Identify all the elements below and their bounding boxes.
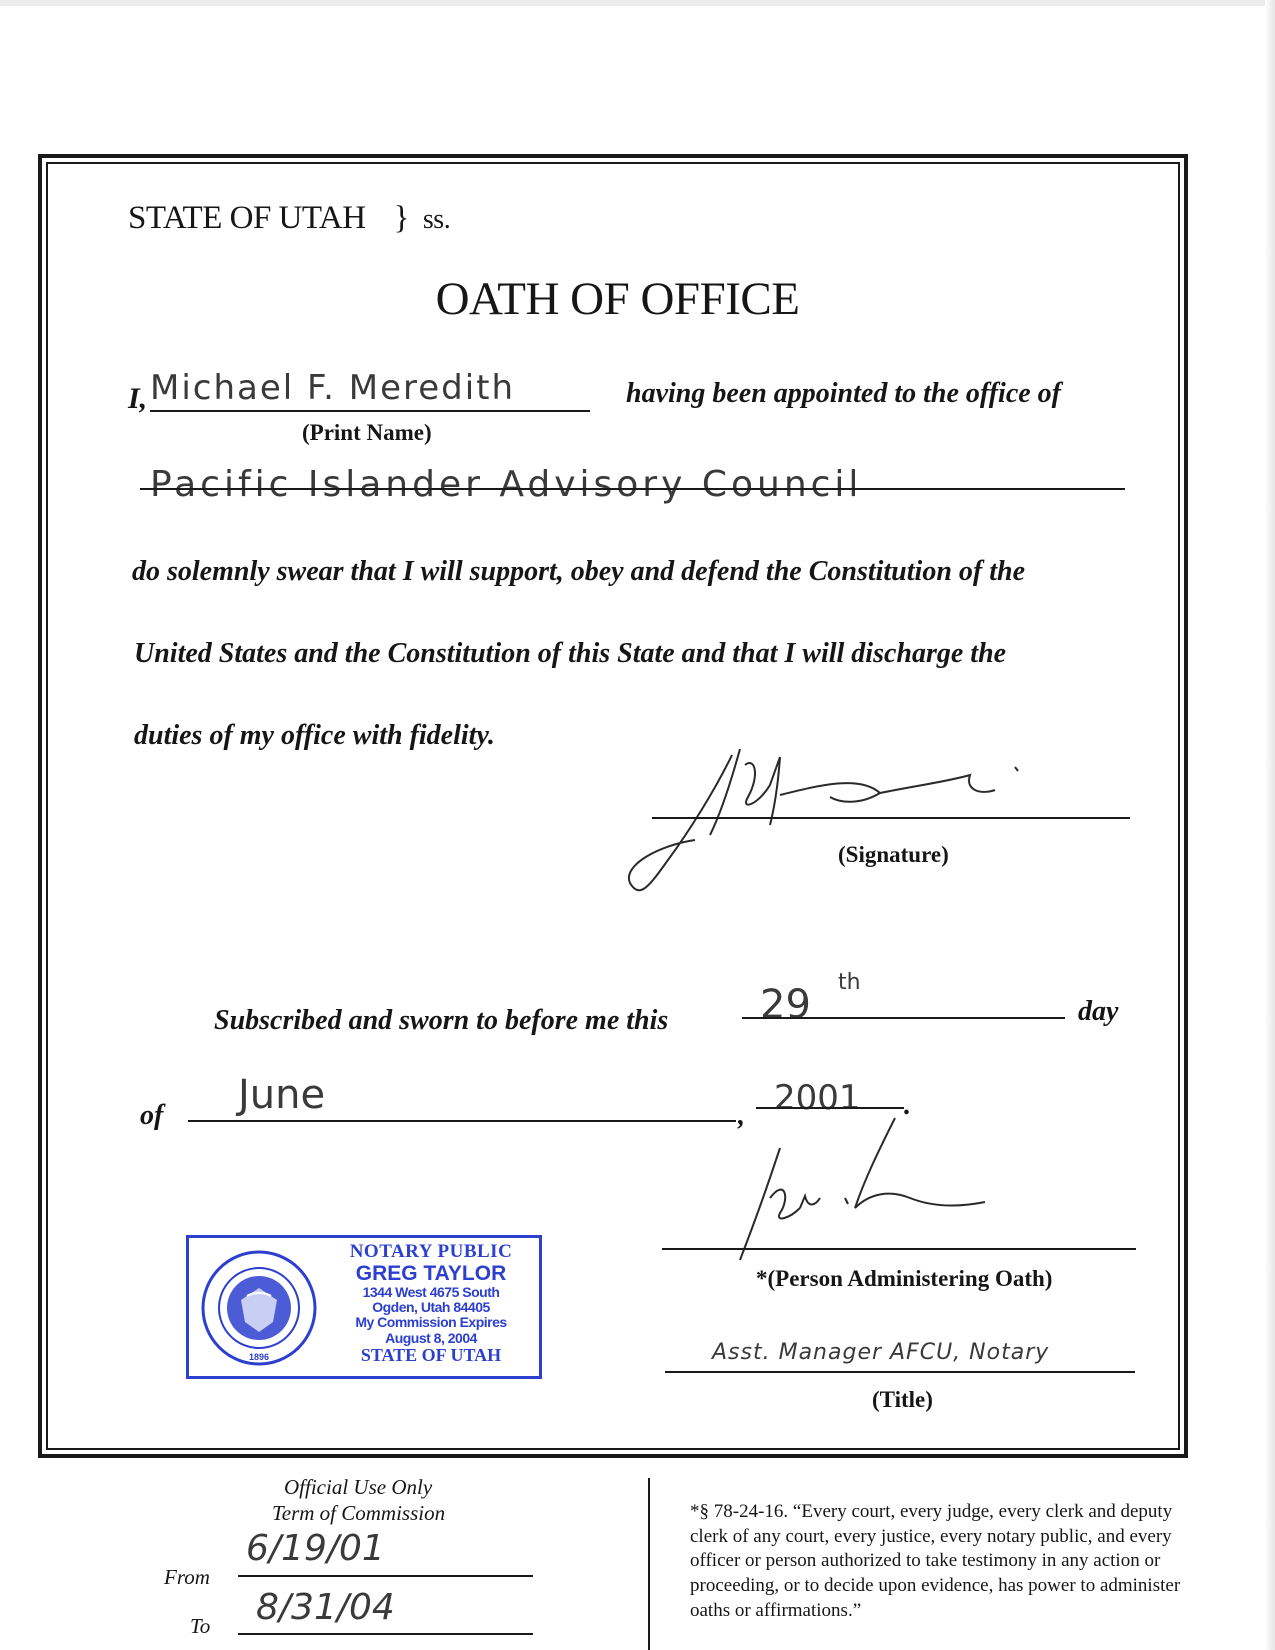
stamp-state: STATE OF UTAH xyxy=(360,1344,502,1365)
official-use-label: Official Use Only xyxy=(284,1475,433,1499)
from-value-handwritten: 6/19/01 xyxy=(246,1528,385,1569)
stamp-expiry-date: August 8, 2004 xyxy=(385,1329,477,1346)
to-label: To xyxy=(190,1614,211,1638)
stamp-address-city: Ogden, Utah 84405 xyxy=(372,1299,490,1316)
signature-label: (Signature) xyxy=(838,842,949,867)
office-handwritten: Pacific Islander Advisory Council xyxy=(150,464,863,505)
month-line xyxy=(188,1120,736,1122)
page-edge-shadow xyxy=(1265,0,1275,1650)
officer-signature-image xyxy=(620,745,1040,905)
oath-text-line-2: United States and the Constitution of this State and that I will discharge the xyxy=(134,638,1007,669)
venue-brace: } xyxy=(393,200,409,236)
title-handwritten: Asst. Manager AFCU, Notary xyxy=(712,1340,1050,1365)
venue-state: STATE OF UTAH xyxy=(128,200,366,236)
signature-line xyxy=(652,817,1130,819)
office-line xyxy=(140,488,1125,490)
to-line xyxy=(238,1633,533,1635)
day-label: day xyxy=(1078,996,1119,1027)
to-value-handwritten: 8/31/04 xyxy=(256,1587,395,1628)
oath-text-line-1: do solemnly swear that I will support, obey and defend the Constitution of the xyxy=(132,556,1025,587)
print-name-handwritten: Michael F. Meredith xyxy=(150,368,516,408)
day-handwritten: 29 xyxy=(760,982,811,1028)
date-comma: , xyxy=(738,1100,745,1131)
stamp-address-street: 1344 West 4675 South xyxy=(362,1284,500,1301)
year-handwritten: 2001 xyxy=(774,1078,861,1118)
stamp-notary-name: GREG TAYLOR xyxy=(355,1261,507,1285)
state-seal-icon xyxy=(199,1248,319,1368)
venue-line xyxy=(128,200,450,237)
administrator-label: *(Person Administering Oath) xyxy=(756,1266,1053,1291)
footer-divider xyxy=(648,1478,650,1650)
notary-stamp-text xyxy=(325,1242,537,1365)
day-line xyxy=(742,1017,1065,1019)
title-label: (Title) xyxy=(872,1387,933,1412)
day-suffix-handwritten: th xyxy=(838,970,861,995)
venue-ss: ss. xyxy=(422,204,451,235)
date-period: . xyxy=(904,1090,911,1121)
notary-signature-image xyxy=(730,1108,1030,1268)
of-label: of xyxy=(140,1100,164,1131)
print-name-line xyxy=(150,410,590,412)
document-title: OATH OF OFFICE xyxy=(435,273,800,325)
month-handwritten: June xyxy=(238,1072,326,1118)
stamp-commission-expires: My Commission Expires xyxy=(355,1314,507,1331)
statute-text: *§ 78-24-16. “Every court, every judge, every clerk and deputy clerk of any court, every justice, every notary public, and every officer or person authorized to take testimony in any action or proceeding, or to decide upon evidence, has power to administer oaths or affirmations.” xyxy=(690,1501,1181,1621)
stamp-notary-public: NOTARY PUBLIC xyxy=(349,1241,513,1262)
svg-text:1896: 1896 xyxy=(248,1352,270,1362)
subscribed-text: Subscribed and sworn to before me this xyxy=(214,1005,669,1036)
page-edge xyxy=(0,0,1275,6)
from-label: From xyxy=(164,1565,210,1589)
from-line xyxy=(238,1575,533,1577)
term-of-commission-label: Term of Commission xyxy=(272,1501,446,1525)
title-line xyxy=(665,1371,1135,1373)
notary-stamp xyxy=(186,1235,542,1379)
print-name-label: (Print Name) xyxy=(302,420,432,445)
oath-text-line-3: duties of my office with fidelity. xyxy=(134,720,495,751)
appointment-suffix: having been appointed to the office of xyxy=(626,378,1061,409)
appointment-prefix: I, xyxy=(128,382,148,415)
administrator-signature-line xyxy=(662,1248,1136,1250)
